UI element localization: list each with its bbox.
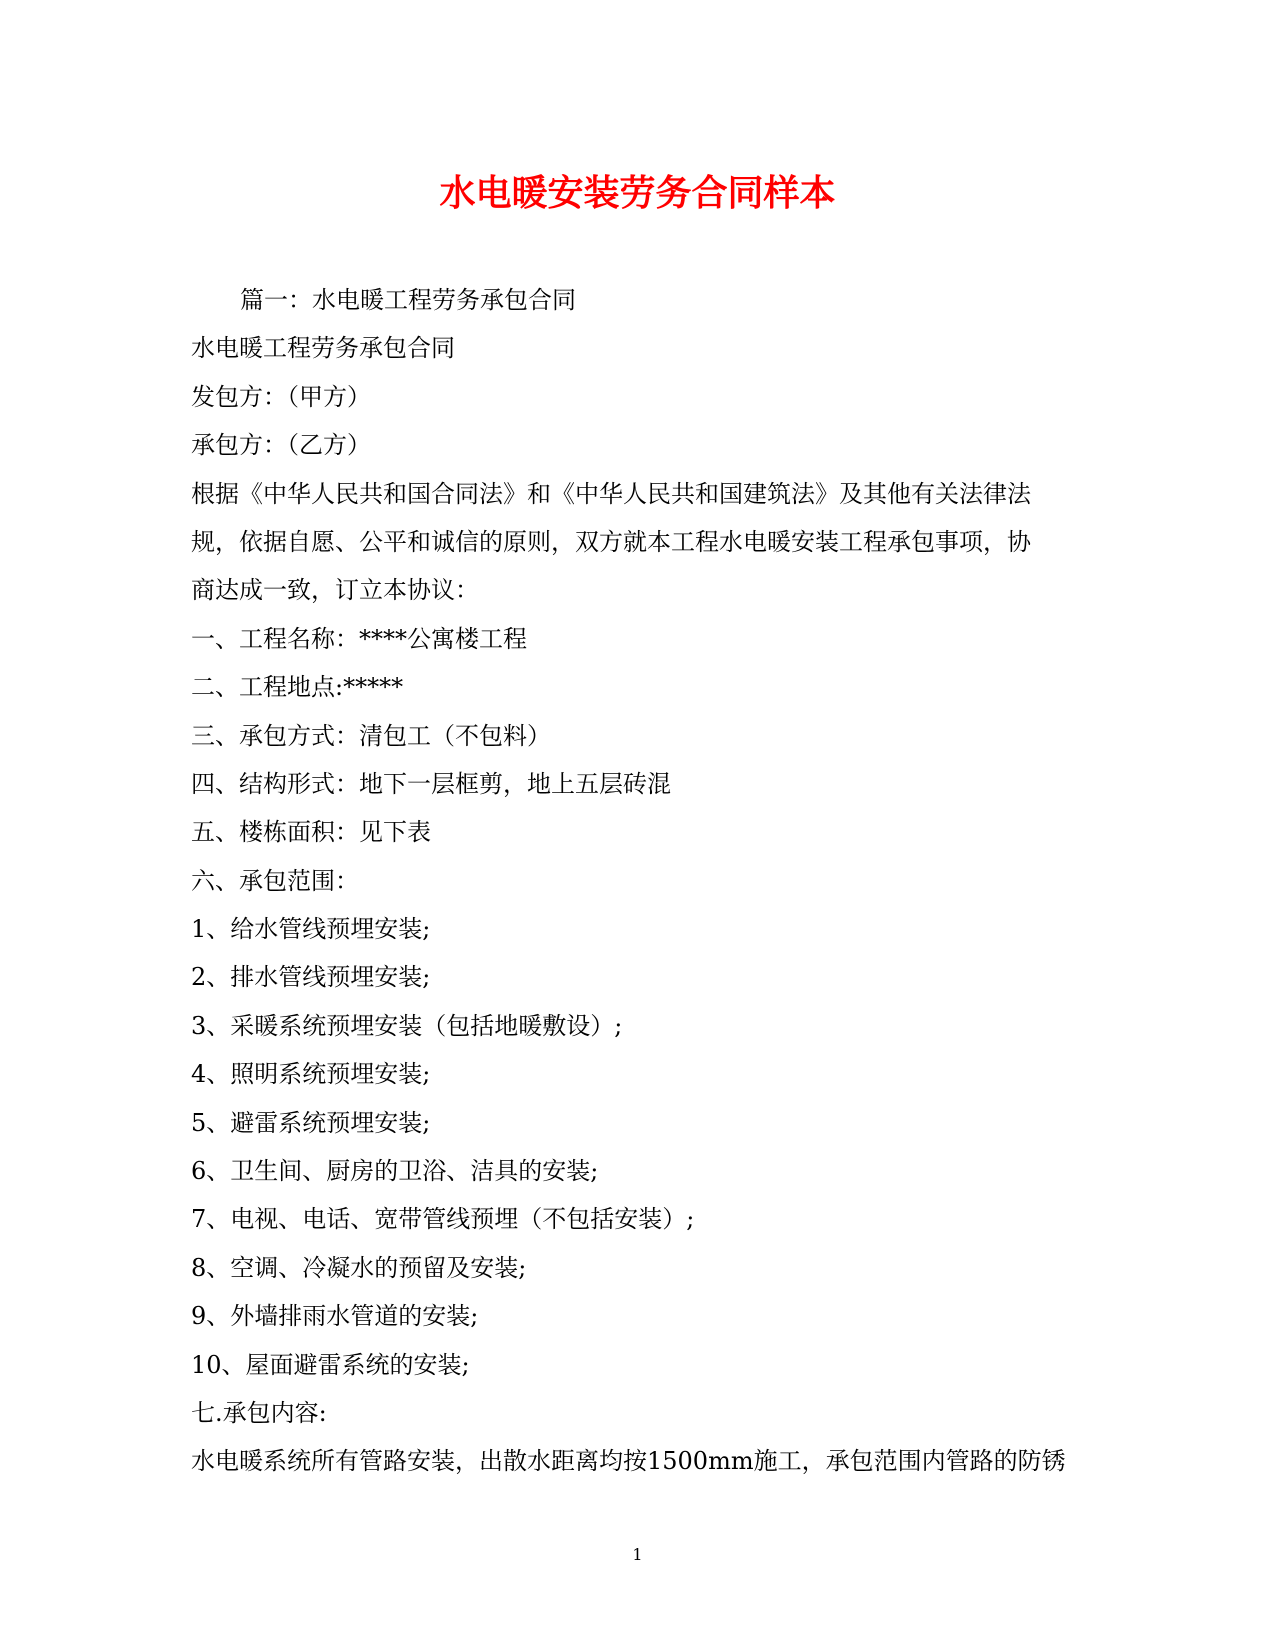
list-item: 3、采暖系统预埋安装（包括地暖敷设）; [191,1011,623,1040]
document-body [191,283,1076,1493]
list-item: 1、给水管线预埋安装; [191,915,431,944]
party-a-line: 发包方：（甲方） [191,382,371,411]
list-item: 9、外墙排雨水管道的安装; [191,1302,479,1331]
paragraph-line: 规，依据自愿、公平和诚信的原则，双方就本工程水电暖安装工程承包事项，协 [191,527,1031,556]
paragraph-line: 根据《中华人民共和国合同法》和《中华人民共和国建筑法》及其他有关法律法 [191,479,1031,508]
section-heading: 篇一：水电暖工程劳务承包合同 [240,286,576,314]
list-item: 5、避雷系统预埋安装; [191,1108,431,1137]
clause-line: 六、承包范围： [191,866,359,895]
list-item: 8、空调、冷凝水的预留及安装; [191,1253,527,1282]
clause-line: 四、结构形式：地下一层框剪，地上五层砖混 [191,769,671,798]
paragraph-line: 水电暖系统所有管路安装，出散水距离均按1500mm施工，承包范围内管路的防锈 [191,1447,1066,1476]
clause-line: 三、承包方式：清包工（不包料） [191,721,551,750]
clause-line: 一、工程名称：****公寓楼工程 [191,624,527,653]
clause-line: 七.承包内容: [191,1398,327,1427]
document-title: 水电暖安装劳务合同样本 [439,172,836,214]
list-item: 6、卫生间、厨房的卫浴、洁具的安装; [191,1157,599,1186]
party-b-line: 承包方：（乙方） [191,431,371,460]
paragraph-line: 商达成一致，订立本协议： [191,576,479,605]
list-item: 2、排水管线预埋安装; [191,963,431,992]
list-item: 7、电视、电话、宽带管线预埋（不包括安装）; [191,1205,695,1234]
page-number: 1 [632,1545,643,1564]
clause-line: 五、楼栋面积：见下表 [191,818,431,847]
contract-heading: 水电暖工程劳务承包合同 [191,334,455,363]
list-item: 4、照明系统预埋安装; [191,1060,431,1089]
clause-line: 二、工程地点:***** [191,673,404,702]
list-item: 10、屋面避雷系统的安装; [191,1350,470,1379]
